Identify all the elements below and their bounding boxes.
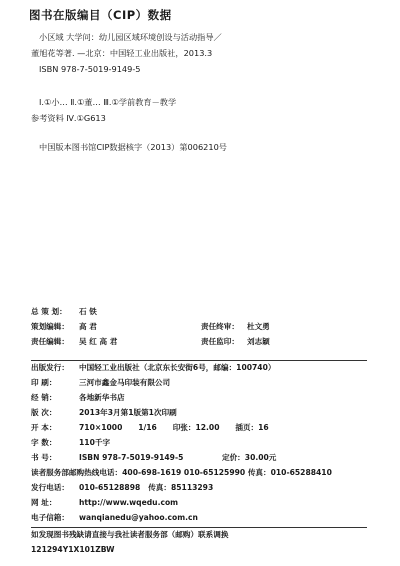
credit-row-right xyxy=(201,337,270,347)
pub-label: 版 次： xyxy=(31,408,57,417)
pub-label: 开 本： xyxy=(31,423,57,432)
credit-row xyxy=(31,307,97,317)
pub-format xyxy=(31,423,269,433)
credit-row-right xyxy=(201,322,270,332)
pub-label: 出版发行： xyxy=(31,363,69,372)
pub-dist-phone xyxy=(31,483,213,493)
pub-price: 定价：30.00元 xyxy=(222,453,277,462)
pub-value: 2013年3月第1版第1次印刷 xyxy=(79,408,177,417)
cip-line-classification: Ⅰ.①小… Ⅱ.①董… Ⅲ.①学前教育－教学 xyxy=(39,97,177,107)
pub-distributor xyxy=(31,393,125,403)
credit-label: 责任编辑： xyxy=(31,337,69,346)
pub-label: 字 数： xyxy=(31,438,57,447)
pub-value: 各地新华书店 xyxy=(79,393,125,402)
pub-isbn xyxy=(31,453,183,463)
cip-title: 图书在版编目（CIP）数据 xyxy=(29,8,172,22)
credit-label: 策划编辑： xyxy=(31,322,69,331)
pub-label: 发行电话： xyxy=(31,483,69,492)
credit-value: 杜文勇 xyxy=(247,322,270,331)
cip-line-isbn: ISBN 978-7-5019-9149-5 xyxy=(39,64,141,74)
pub-value: 三河市鑫金马印装有限公司 xyxy=(79,378,171,387)
pub-label: 网 址： xyxy=(31,498,57,507)
pub-value: 中国轻工业出版社（北京东长安街6号，邮编：100740） xyxy=(79,363,276,372)
pub-label: 书 号： xyxy=(31,453,57,462)
pub-edition xyxy=(31,408,177,418)
pub-value: wanqianedu@yahoo.com.cn xyxy=(79,513,198,522)
divider xyxy=(31,527,367,528)
cip-line-reference: 参考资料 Ⅳ.①G613 xyxy=(31,113,106,123)
pub-value: 010-65128898 传真：85113293 xyxy=(79,483,214,492)
pub-notice: 如发现图书残缺请直接与我社读者服务部（邮购）联系调换 xyxy=(31,530,229,539)
pub-value: ISBN 978-7-5019-9149-5 xyxy=(79,453,184,462)
credit-label: 责任监印： xyxy=(201,337,239,346)
pub-label: 印 刷： xyxy=(31,378,57,387)
pub-service-line: 读者服务部邮购热线电话：400-698-1619 010-65125990 传真：010-65288410 xyxy=(31,468,332,477)
credit-label: 总 策 划： xyxy=(31,307,67,316)
pub-code: 121294Y1X101ZBW xyxy=(31,545,115,554)
pub-label: 经 销： xyxy=(31,393,57,402)
pub-printer xyxy=(31,378,170,388)
cip-line-book-title: 小区域 大学问：幼儿园区域环境创设与活动指导／ xyxy=(39,32,222,42)
pub-value: 110千字 xyxy=(79,438,111,447)
credit-label: 责任终审： xyxy=(201,322,239,331)
pub-email xyxy=(31,513,198,523)
pub-value: http://www.wqedu.com xyxy=(79,498,179,507)
credit-row xyxy=(31,322,97,332)
credit-value: 石 铁 xyxy=(79,307,97,316)
pub-words xyxy=(31,438,110,448)
credit-row xyxy=(31,337,117,347)
credit-value: 刘志颖 xyxy=(247,337,270,346)
credit-value: 高 君 xyxy=(79,322,97,331)
pub-label: 电子信箱： xyxy=(31,513,69,522)
pub-publisher xyxy=(31,363,275,373)
cip-line-record-number: 中国版本图书馆CIP数据核字（2013）第006210号 xyxy=(39,142,227,152)
pub-value: 710×1000 1/16 印张：12.00 插页：16 xyxy=(79,423,269,432)
cip-line-authors: 董旭花等著. —北京：中国轻工业出版社，2013.3 xyxy=(31,48,213,58)
pub-website xyxy=(31,498,178,508)
credit-value: 吴 红 高 君 xyxy=(79,337,118,346)
divider xyxy=(31,360,367,361)
